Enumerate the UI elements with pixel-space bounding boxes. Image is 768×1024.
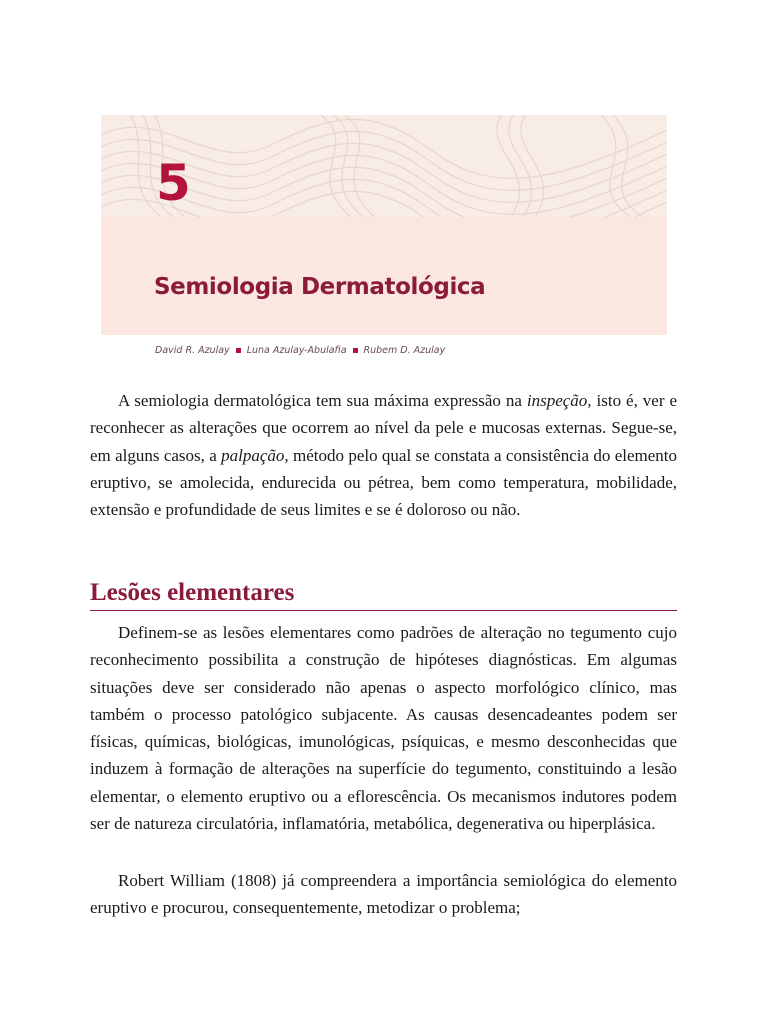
chapter-title: Semiologia Dermatológica xyxy=(154,274,486,300)
separator-square-icon xyxy=(236,348,241,353)
emphasis-term: palpação xyxy=(221,445,285,465)
emphasis-term: inspeção xyxy=(526,391,588,410)
paragraph-text: Robert William (1808) já compreendera a importância semiológica do elemento eruptivo e procurou, consequentemente, metodizar o problema; xyxy=(90,871,677,918)
intro-text: , isto é, ver e reconhecer as alterações que ocorrem ao nível da pele e mucosas externas. Segue-se, em alguns casos, a xyxy=(90,391,677,465)
body-paragraph xyxy=(90,867,677,922)
author-name: David R. Azulay xyxy=(155,345,230,356)
author-name: Rubem D. Azulay xyxy=(363,345,446,356)
paragraph-text: Definem-se as lesões elementares como padrões de alteração no tegumento cujo reconhecimento possibilita a construção de hipóteses diagnósticas. Em algumas situações deve ser considerado não apenas o aspecto morfológico clínico, mas também o processo patológico subjacente. As causas desencadeantes podem ser físicas, químicas, biológicas, imunológicas, psíquicas, e mesmo desconhecidas que induzem à formação de alterações na superfície do tegumento, constituindo a lesão elementar, o elemento eruptivo ou a eflorescência. Os mecanismos indutores podem ser de natureza circulatória, inflamatória, metabólica, degenerativa ou hiperplásica. xyxy=(90,623,677,834)
section-heading: Lesões elementares xyxy=(90,578,677,611)
intro-text: A semiologia dermatológica tem sua máxima expressão na xyxy=(118,391,527,410)
chapter-banner xyxy=(101,115,667,335)
intro-paragraph xyxy=(90,387,677,523)
author-list xyxy=(155,345,445,356)
body-paragraph xyxy=(90,619,677,837)
author-name: Luna Azulay-Abulafia xyxy=(246,345,347,356)
intro-text: , método pelo qual se constata a consistência do elemento eruptivo, se amolecida, endurecida ou pétrea, bem como temperatura, mobilidade, extensão e profundidade de seus limites e se é doloroso ou não. xyxy=(90,445,677,520)
chapter-number: 5 xyxy=(156,154,190,212)
separator-square-icon xyxy=(353,348,358,353)
